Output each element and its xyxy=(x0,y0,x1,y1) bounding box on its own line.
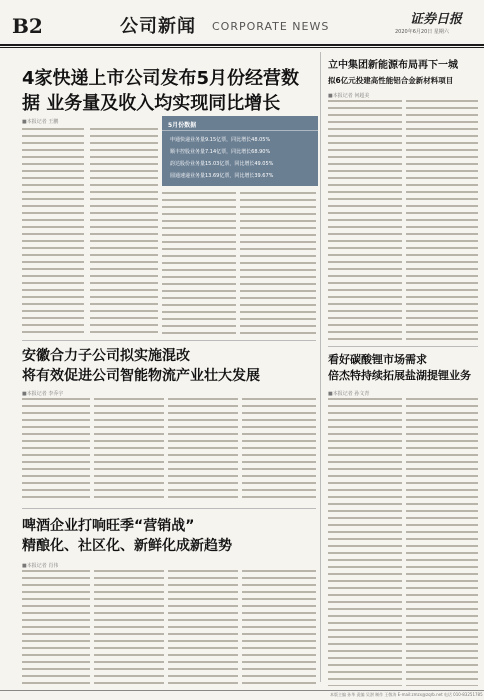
issue-date: 2020年6月20日 星期六 xyxy=(395,29,449,35)
story3-headline-line1: 啤酒企业打响旺季“营销战” xyxy=(22,518,195,534)
footer-rule xyxy=(0,690,484,691)
newspaper-logo: 证券日报 xyxy=(410,12,463,27)
story2-headline-line2: 将有效促进公司智能物流产业壮大发展 xyxy=(22,368,260,384)
right-story2-byline: ■本报记者 孙文青 xyxy=(328,391,370,397)
section-separator xyxy=(22,340,316,341)
story3-byline: ■本报记者 肖伟 xyxy=(22,563,59,569)
story2-text-column xyxy=(168,398,238,500)
masthead-rule-thin xyxy=(0,47,484,48)
right-story1-headline-line1: 立中集团新能源布局再下一城 xyxy=(328,60,458,71)
story2-headline-line1: 安徽合力子公司拟实施混改 xyxy=(22,348,190,364)
right-story2-headline-line2: 倍杰特持续拓展盐湖提锂业务 xyxy=(328,369,471,382)
right-story2-text-column xyxy=(328,398,402,686)
story2-text-column xyxy=(242,398,316,500)
story2-text-column xyxy=(22,398,90,500)
section-title: 公司新闻 xyxy=(120,16,196,37)
page-footer: 本版主编 孙华 责编 吴澍 制作 王敬涛 E-mail:zmzx@zqrb.net 电话 010-83251785 xyxy=(330,692,483,697)
story2-byline: ■本报记者 李乔宇 xyxy=(22,391,64,397)
story3-headline xyxy=(22,516,316,556)
right-story1-text-column xyxy=(406,100,478,340)
right-story1-headline-line2: 拟6亿元投建高性能铝合金新材料项目 xyxy=(328,76,454,85)
right-story2-text-column xyxy=(406,398,478,686)
story3-headline-line2: 精酿化、社区化、新鲜化成新趋势 xyxy=(22,538,232,554)
lead-text-column xyxy=(162,192,236,334)
infographic-row: 申通快递业务量9.15亿票，同比增长48.05% xyxy=(170,137,271,143)
lead-headline: 4家快递上市公司发布5月份经营数据 业务量及收入均实现同比增长 xyxy=(22,68,300,114)
story3-text-column xyxy=(242,570,316,686)
right-story2-headline xyxy=(328,352,478,384)
section-subtitle: CORPORATE NEWS xyxy=(212,20,330,33)
lead-text-column xyxy=(240,192,316,334)
section-separator xyxy=(328,346,478,347)
section-separator xyxy=(22,508,316,509)
story3-text-column xyxy=(94,570,164,686)
masthead-rule xyxy=(0,44,484,46)
infographic-row: 韵达股份业务量15.03亿票，同比增长49.05% xyxy=(170,161,274,167)
right-story1-text-column xyxy=(328,100,402,340)
right-story1-headline xyxy=(328,58,478,88)
lead-byline: ■本报记者 王鹏 xyxy=(22,119,59,125)
infographic-tag: 5月份数据 xyxy=(168,122,197,129)
infographic-row: 顺丰控股业务量7.14亿票，同比增长68.90% xyxy=(170,149,271,155)
infographic-divider xyxy=(162,130,318,131)
lead-text-column xyxy=(90,128,158,334)
story2-headline xyxy=(22,346,316,386)
right-story1-byline: ■本报记者 何超美 xyxy=(328,93,370,99)
lead-infographic xyxy=(162,116,318,186)
right-story2-headline-line1: 看好碳酸锂市场需求 xyxy=(328,353,427,366)
lead-text-column xyxy=(22,128,84,334)
masthead xyxy=(0,0,484,44)
column-divider xyxy=(320,52,321,682)
story2-text-column xyxy=(94,398,164,500)
page-number: B2 xyxy=(12,14,43,38)
story3-text-column xyxy=(168,570,238,686)
infographic-row: 圆通速递业务量13.69亿票，同比增长39.67% xyxy=(170,173,274,179)
story3-text-column xyxy=(22,570,90,686)
